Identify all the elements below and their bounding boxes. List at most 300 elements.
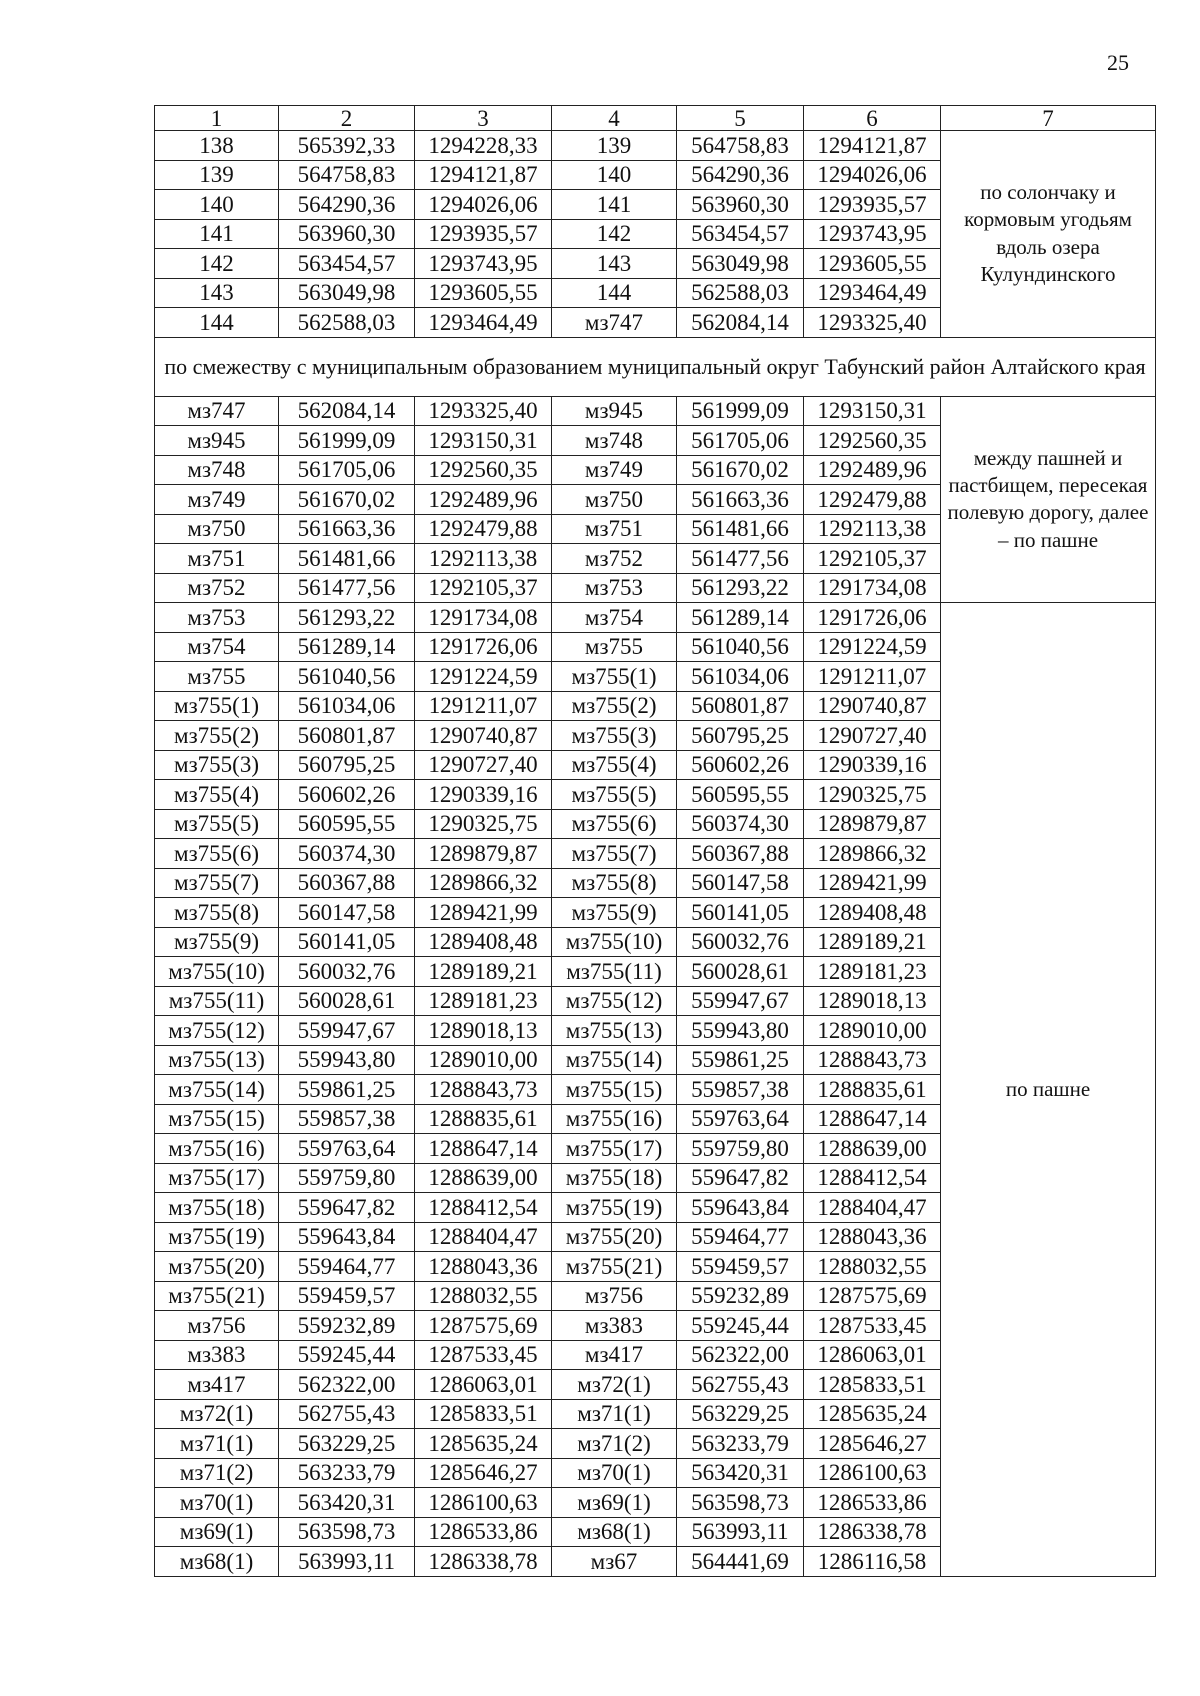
y-from-cell: 1289421,99 bbox=[415, 898, 552, 928]
y-from-cell: 1289866,32 bbox=[415, 868, 552, 898]
x-to-cell: 563049,98 bbox=[677, 249, 804, 279]
x-from-cell: 563229,25 bbox=[279, 1429, 415, 1459]
x-from-cell: 559232,89 bbox=[279, 1311, 415, 1341]
y-to-cell: 1291734,08 bbox=[804, 573, 941, 603]
y-to-cell: 1286100,63 bbox=[804, 1458, 941, 1488]
y-to-cell: 1293935,57 bbox=[804, 190, 941, 220]
x-to-cell: 563454,57 bbox=[677, 219, 804, 249]
y-to-cell: 1286063,01 bbox=[804, 1340, 941, 1370]
y-to-cell: 1285635,24 bbox=[804, 1399, 941, 1429]
x-from-cell: 563049,98 bbox=[279, 278, 415, 308]
point-from-cell: мз70(1) bbox=[155, 1488, 279, 1518]
y-from-cell: 1285635,24 bbox=[415, 1429, 552, 1459]
y-from-cell: 1290325,75 bbox=[415, 809, 552, 839]
x-to-cell: 561477,56 bbox=[677, 544, 804, 574]
point-from-cell: мз755(8) bbox=[155, 898, 279, 928]
point-from-cell: мз755(18) bbox=[155, 1193, 279, 1223]
x-to-cell: 560032,76 bbox=[677, 927, 804, 957]
y-to-cell: 1289408,48 bbox=[804, 898, 941, 928]
x-from-cell: 559947,67 bbox=[279, 1016, 415, 1046]
point-from-cell: мз751 bbox=[155, 544, 279, 574]
x-from-cell: 560147,58 bbox=[279, 898, 415, 928]
y-from-cell: 1287533,45 bbox=[415, 1340, 552, 1370]
x-to-cell: 559643,84 bbox=[677, 1193, 804, 1223]
y-from-cell: 1288639,00 bbox=[415, 1163, 552, 1193]
x-from-cell: 559857,38 bbox=[279, 1104, 415, 1134]
y-to-cell: 1286533,86 bbox=[804, 1488, 941, 1518]
point-to-cell: мз755(8) bbox=[552, 868, 677, 898]
y-to-cell: 1288043,36 bbox=[804, 1222, 941, 1252]
column-header-4: 4 bbox=[552, 106, 677, 131]
point-to-cell: 143 bbox=[552, 249, 677, 279]
x-from-cell: 564290,36 bbox=[279, 190, 415, 220]
x-from-cell: 560602,26 bbox=[279, 780, 415, 810]
point-to-cell: мз755(2) bbox=[552, 691, 677, 721]
point-from-cell: мз417 bbox=[155, 1370, 279, 1400]
x-to-cell: 563229,25 bbox=[677, 1399, 804, 1429]
point-from-cell: мз755(4) bbox=[155, 780, 279, 810]
column-header-6: 6 bbox=[804, 106, 941, 131]
x-to-cell: 561663,36 bbox=[677, 485, 804, 515]
point-to-cell: мз754 bbox=[552, 603, 677, 633]
point-from-cell: мз755(15) bbox=[155, 1104, 279, 1134]
point-to-cell: мз755(18) bbox=[552, 1163, 677, 1193]
x-to-cell: 559763,64 bbox=[677, 1104, 804, 1134]
x-from-cell: 561999,09 bbox=[279, 426, 415, 456]
point-from-cell: мз71(1) bbox=[155, 1429, 279, 1459]
point-to-cell: мз755(11) bbox=[552, 957, 677, 987]
point-from-cell: мз383 bbox=[155, 1340, 279, 1370]
table-body bbox=[155, 106, 1156, 1577]
y-from-cell: 1288843,73 bbox=[415, 1075, 552, 1105]
point-to-cell: мз755(5) bbox=[552, 780, 677, 810]
y-to-cell: 1293150,31 bbox=[804, 396, 941, 426]
y-from-cell: 1289181,23 bbox=[415, 986, 552, 1016]
point-from-cell: мз756 bbox=[155, 1311, 279, 1341]
y-to-cell: 1290740,87 bbox=[804, 691, 941, 721]
y-from-cell: 1293464,49 bbox=[415, 308, 552, 338]
point-from-cell: мз71(2) bbox=[155, 1458, 279, 1488]
point-from-cell: 143 bbox=[155, 278, 279, 308]
y-to-cell: 1292560,35 bbox=[804, 426, 941, 456]
y-from-cell: 1286063,01 bbox=[415, 1370, 552, 1400]
x-to-cell: 561705,06 bbox=[677, 426, 804, 456]
x-from-cell: 561289,14 bbox=[279, 632, 415, 662]
point-from-cell: мз755(1) bbox=[155, 691, 279, 721]
x-to-cell: 562322,00 bbox=[677, 1340, 804, 1370]
point-from-cell: мз945 bbox=[155, 426, 279, 456]
y-to-cell: 1288412,54 bbox=[804, 1163, 941, 1193]
point-to-cell: мз69(1) bbox=[552, 1488, 677, 1518]
point-to-cell: мз751 bbox=[552, 514, 677, 544]
x-to-cell: 561999,09 bbox=[677, 396, 804, 426]
x-from-cell: 561670,02 bbox=[279, 485, 415, 515]
x-to-cell: 560595,55 bbox=[677, 780, 804, 810]
point-from-cell: мз755(11) bbox=[155, 986, 279, 1016]
point-from-cell: мз755(17) bbox=[155, 1163, 279, 1193]
point-from-cell: мз747 bbox=[155, 396, 279, 426]
point-to-cell: мз747 bbox=[552, 308, 677, 338]
point-to-cell: мз755(6) bbox=[552, 809, 677, 839]
x-from-cell: 560595,55 bbox=[279, 809, 415, 839]
x-to-cell: 563420,31 bbox=[677, 1458, 804, 1488]
point-to-cell: 139 bbox=[552, 131, 677, 161]
y-to-cell: 1289421,99 bbox=[804, 868, 941, 898]
point-from-cell: мз755(10) bbox=[155, 957, 279, 987]
x-from-cell: 561040,56 bbox=[279, 662, 415, 692]
y-from-cell: 1293743,95 bbox=[415, 249, 552, 279]
y-to-cell: 1287575,69 bbox=[804, 1281, 941, 1311]
point-to-cell: мз417 bbox=[552, 1340, 677, 1370]
x-from-cell: 561481,66 bbox=[279, 544, 415, 574]
point-to-cell: мз71(1) bbox=[552, 1399, 677, 1429]
y-from-cell: 1285833,51 bbox=[415, 1399, 552, 1429]
y-to-cell: 1289879,87 bbox=[804, 809, 941, 839]
y-to-cell: 1288843,73 bbox=[804, 1045, 941, 1075]
point-to-cell: мз756 bbox=[552, 1281, 677, 1311]
point-from-cell: мз755 bbox=[155, 662, 279, 692]
y-from-cell: 1291224,59 bbox=[415, 662, 552, 692]
x-to-cell: 561289,14 bbox=[677, 603, 804, 633]
description-cell: по солончаку и кормовым угодьям вдоль озера Кулундинского bbox=[941, 131, 1156, 338]
y-to-cell: 1293464,49 bbox=[804, 278, 941, 308]
x-from-cell: 560028,61 bbox=[279, 986, 415, 1016]
y-from-cell: 1289189,21 bbox=[415, 957, 552, 987]
point-to-cell: 140 bbox=[552, 160, 677, 190]
y-from-cell: 1290740,87 bbox=[415, 721, 552, 751]
x-to-cell: 560602,26 bbox=[677, 750, 804, 780]
y-to-cell: 1286338,78 bbox=[804, 1517, 941, 1547]
column-header-1: 1 bbox=[155, 106, 279, 131]
y-from-cell: 1289879,87 bbox=[415, 839, 552, 869]
x-to-cell: 560141,05 bbox=[677, 898, 804, 928]
x-to-cell: 561481,66 bbox=[677, 514, 804, 544]
y-to-cell: 1288647,14 bbox=[804, 1104, 941, 1134]
point-to-cell: мз945 bbox=[552, 396, 677, 426]
y-from-cell: 1286533,86 bbox=[415, 1517, 552, 1547]
point-from-cell: мз755(12) bbox=[155, 1016, 279, 1046]
y-from-cell: 1290339,16 bbox=[415, 780, 552, 810]
x-to-cell: 560028,61 bbox=[677, 957, 804, 987]
point-to-cell: 141 bbox=[552, 190, 677, 220]
point-from-cell: мз755(5) bbox=[155, 809, 279, 839]
point-from-cell: мз69(1) bbox=[155, 1517, 279, 1547]
section-row bbox=[155, 337, 1156, 396]
x-from-cell: 559245,44 bbox=[279, 1340, 415, 1370]
x-from-cell: 564758,83 bbox=[279, 160, 415, 190]
point-to-cell: мз755(1) bbox=[552, 662, 677, 692]
point-to-cell: мз755(15) bbox=[552, 1075, 677, 1105]
x-to-cell: 559232,89 bbox=[677, 1281, 804, 1311]
point-to-cell: мз755(19) bbox=[552, 1193, 677, 1223]
x-from-cell: 563993,11 bbox=[279, 1547, 415, 1577]
y-to-cell: 1291726,06 bbox=[804, 603, 941, 633]
y-from-cell: 1288835,61 bbox=[415, 1104, 552, 1134]
y-to-cell: 1290325,75 bbox=[804, 780, 941, 810]
point-to-cell: мз755(13) bbox=[552, 1016, 677, 1046]
x-to-cell: 560374,30 bbox=[677, 809, 804, 839]
section-title-cell: по смежеству с муниципальным образованием муниципальный округ Табунский район Алтайского края bbox=[155, 337, 1156, 396]
y-to-cell: 1293605,55 bbox=[804, 249, 941, 279]
point-from-cell: 139 bbox=[155, 160, 279, 190]
x-from-cell: 559464,77 bbox=[279, 1252, 415, 1282]
y-to-cell: 1292479,88 bbox=[804, 485, 941, 515]
x-to-cell: 559861,25 bbox=[677, 1045, 804, 1075]
point-from-cell: мз748 bbox=[155, 455, 279, 485]
y-from-cell: 1285646,27 bbox=[415, 1458, 552, 1488]
x-to-cell: 560801,87 bbox=[677, 691, 804, 721]
y-to-cell: 1293325,40 bbox=[804, 308, 941, 338]
y-from-cell: 1292560,35 bbox=[415, 455, 552, 485]
y-to-cell: 1288835,61 bbox=[804, 1075, 941, 1105]
point-to-cell: мз755(16) bbox=[552, 1104, 677, 1134]
y-to-cell: 1287533,45 bbox=[804, 1311, 941, 1341]
point-from-cell: мз755(21) bbox=[155, 1281, 279, 1311]
table-row bbox=[155, 131, 1156, 161]
point-to-cell: мз753 bbox=[552, 573, 677, 603]
x-to-cell: 564290,36 bbox=[677, 160, 804, 190]
x-from-cell: 561477,56 bbox=[279, 573, 415, 603]
y-from-cell: 1288404,47 bbox=[415, 1222, 552, 1252]
y-from-cell: 1288032,55 bbox=[415, 1281, 552, 1311]
x-from-cell: 561705,06 bbox=[279, 455, 415, 485]
y-from-cell: 1288412,54 bbox=[415, 1193, 552, 1223]
x-to-cell: 559759,80 bbox=[677, 1134, 804, 1164]
point-from-cell: мз754 bbox=[155, 632, 279, 662]
y-from-cell: 1289010,00 bbox=[415, 1045, 552, 1075]
x-to-cell: 563993,11 bbox=[677, 1517, 804, 1547]
y-from-cell: 1291734,08 bbox=[415, 603, 552, 633]
y-from-cell: 1290727,40 bbox=[415, 750, 552, 780]
point-from-cell: мз750 bbox=[155, 514, 279, 544]
x-to-cell: 564758,83 bbox=[677, 131, 804, 161]
point-from-cell: мз755(7) bbox=[155, 868, 279, 898]
x-to-cell: 559464,77 bbox=[677, 1222, 804, 1252]
x-from-cell: 559759,80 bbox=[279, 1163, 415, 1193]
point-to-cell: мз68(1) bbox=[552, 1517, 677, 1547]
point-to-cell: мз755(7) bbox=[552, 839, 677, 869]
y-to-cell: 1294026,06 bbox=[804, 160, 941, 190]
point-to-cell: мз755(21) bbox=[552, 1252, 677, 1282]
x-from-cell: 563598,73 bbox=[279, 1517, 415, 1547]
y-to-cell: 1293743,95 bbox=[804, 219, 941, 249]
x-from-cell: 562588,03 bbox=[279, 308, 415, 338]
x-to-cell: 563598,73 bbox=[677, 1488, 804, 1518]
y-from-cell: 1287575,69 bbox=[415, 1311, 552, 1341]
point-from-cell: мз68(1) bbox=[155, 1547, 279, 1577]
y-to-cell: 1285646,27 bbox=[804, 1429, 941, 1459]
x-to-cell: 562755,43 bbox=[677, 1370, 804, 1400]
point-to-cell: мз755(9) bbox=[552, 898, 677, 928]
point-to-cell: мз755(14) bbox=[552, 1045, 677, 1075]
y-to-cell: 1289018,13 bbox=[804, 986, 941, 1016]
x-from-cell: 559459,57 bbox=[279, 1281, 415, 1311]
point-to-cell: 144 bbox=[552, 278, 677, 308]
y-to-cell: 1288639,00 bbox=[804, 1134, 941, 1164]
point-from-cell: мз752 bbox=[155, 573, 279, 603]
y-to-cell: 1292113,38 bbox=[804, 514, 941, 544]
point-from-cell: 141 bbox=[155, 219, 279, 249]
point-from-cell: мз749 bbox=[155, 485, 279, 515]
y-from-cell: 1288647,14 bbox=[415, 1134, 552, 1164]
x-from-cell: 562322,00 bbox=[279, 1370, 415, 1400]
y-to-cell: 1292105,37 bbox=[804, 544, 941, 574]
coordinates-table bbox=[154, 105, 1156, 1577]
x-from-cell: 560141,05 bbox=[279, 927, 415, 957]
point-to-cell: мз72(1) bbox=[552, 1370, 677, 1400]
point-from-cell: мз755(3) bbox=[155, 750, 279, 780]
x-to-cell: 559245,44 bbox=[677, 1311, 804, 1341]
description-cell: между пашней и пастбищем, пересекая полевую дорогу, далее – по пашне bbox=[941, 396, 1156, 603]
y-to-cell: 1291211,07 bbox=[804, 662, 941, 692]
y-from-cell: 1292489,96 bbox=[415, 485, 552, 515]
x-to-cell: 561670,02 bbox=[677, 455, 804, 485]
x-from-cell: 563233,79 bbox=[279, 1458, 415, 1488]
point-from-cell: мз755(14) bbox=[155, 1075, 279, 1105]
table-row bbox=[155, 603, 1156, 633]
x-to-cell: 563960,30 bbox=[677, 190, 804, 220]
point-to-cell: 142 bbox=[552, 219, 677, 249]
y-from-cell: 1291211,07 bbox=[415, 691, 552, 721]
x-from-cell: 560801,87 bbox=[279, 721, 415, 751]
x-to-cell: 559647,82 bbox=[677, 1163, 804, 1193]
point-from-cell: 142 bbox=[155, 249, 279, 279]
x-to-cell: 562588,03 bbox=[677, 278, 804, 308]
y-from-cell: 1293325,40 bbox=[415, 396, 552, 426]
x-from-cell: 563454,57 bbox=[279, 249, 415, 279]
y-from-cell: 1286338,78 bbox=[415, 1547, 552, 1577]
y-from-cell: 1289408,48 bbox=[415, 927, 552, 957]
x-to-cell: 562084,14 bbox=[677, 308, 804, 338]
point-to-cell: мз755(3) bbox=[552, 721, 677, 751]
point-from-cell: мз755(2) bbox=[155, 721, 279, 751]
x-to-cell: 561040,56 bbox=[677, 632, 804, 662]
point-from-cell: 138 bbox=[155, 131, 279, 161]
description-cell: по пашне bbox=[941, 603, 1156, 1577]
point-to-cell: мз67 bbox=[552, 1547, 677, 1577]
y-to-cell: 1294121,87 bbox=[804, 131, 941, 161]
y-to-cell: 1288032,55 bbox=[804, 1252, 941, 1282]
point-from-cell: мз755(16) bbox=[155, 1134, 279, 1164]
y-from-cell: 1292479,88 bbox=[415, 514, 552, 544]
y-from-cell: 1293935,57 bbox=[415, 219, 552, 249]
column-header-5: 5 bbox=[677, 106, 804, 131]
x-from-cell: 560795,25 bbox=[279, 750, 415, 780]
x-to-cell: 561293,22 bbox=[677, 573, 804, 603]
x-to-cell: 560367,88 bbox=[677, 839, 804, 869]
y-from-cell: 1292113,38 bbox=[415, 544, 552, 574]
x-to-cell: 561034,06 bbox=[677, 662, 804, 692]
x-to-cell: 559947,67 bbox=[677, 986, 804, 1016]
column-header-3: 3 bbox=[415, 106, 552, 131]
point-to-cell: мз755(4) bbox=[552, 750, 677, 780]
y-from-cell: 1291726,06 bbox=[415, 632, 552, 662]
point-from-cell: мз755(19) bbox=[155, 1222, 279, 1252]
y-from-cell: 1293150,31 bbox=[415, 426, 552, 456]
y-to-cell: 1289189,21 bbox=[804, 927, 941, 957]
y-from-cell: 1288043,36 bbox=[415, 1252, 552, 1282]
y-from-cell: 1293605,55 bbox=[415, 278, 552, 308]
point-from-cell: 144 bbox=[155, 308, 279, 338]
point-to-cell: мз750 bbox=[552, 485, 677, 515]
x-to-cell: 560795,25 bbox=[677, 721, 804, 751]
y-from-cell: 1286100,63 bbox=[415, 1488, 552, 1518]
y-to-cell: 1289181,23 bbox=[804, 957, 941, 987]
point-to-cell: мз755(17) bbox=[552, 1134, 677, 1164]
y-from-cell: 1294026,06 bbox=[415, 190, 552, 220]
y-from-cell: 1289018,13 bbox=[415, 1016, 552, 1046]
x-from-cell: 560374,30 bbox=[279, 839, 415, 869]
y-to-cell: 1290339,16 bbox=[804, 750, 941, 780]
x-from-cell: 562755,43 bbox=[279, 1399, 415, 1429]
x-from-cell: 559643,84 bbox=[279, 1222, 415, 1252]
x-from-cell: 560367,88 bbox=[279, 868, 415, 898]
x-from-cell: 563960,30 bbox=[279, 219, 415, 249]
y-to-cell: 1286116,58 bbox=[804, 1547, 941, 1577]
column-header-7: 7 bbox=[941, 106, 1156, 131]
x-from-cell: 561663,36 bbox=[279, 514, 415, 544]
point-from-cell: мз755(20) bbox=[155, 1252, 279, 1282]
y-from-cell: 1292105,37 bbox=[415, 573, 552, 603]
x-from-cell: 563420,31 bbox=[279, 1488, 415, 1518]
table-row bbox=[155, 396, 1156, 426]
point-to-cell: мз70(1) bbox=[552, 1458, 677, 1488]
column-header-2: 2 bbox=[279, 106, 415, 131]
x-from-cell: 559861,25 bbox=[279, 1075, 415, 1105]
point-to-cell: мз748 bbox=[552, 426, 677, 456]
x-to-cell: 559459,57 bbox=[677, 1252, 804, 1282]
y-to-cell: 1288404,47 bbox=[804, 1193, 941, 1223]
header-row bbox=[155, 106, 1156, 131]
point-to-cell: мз749 bbox=[552, 455, 677, 485]
point-to-cell: мз755 bbox=[552, 632, 677, 662]
point-from-cell: мз755(6) bbox=[155, 839, 279, 869]
page-number: 25 bbox=[1107, 50, 1129, 75]
x-to-cell: 560147,58 bbox=[677, 868, 804, 898]
point-from-cell: 140 bbox=[155, 190, 279, 220]
x-from-cell: 561293,22 bbox=[279, 603, 415, 633]
x-to-cell: 564441,69 bbox=[677, 1547, 804, 1577]
y-to-cell: 1285833,51 bbox=[804, 1370, 941, 1400]
x-from-cell: 562084,14 bbox=[279, 396, 415, 426]
x-to-cell: 563233,79 bbox=[677, 1429, 804, 1459]
point-to-cell: мз752 bbox=[552, 544, 677, 574]
x-from-cell: 559943,80 bbox=[279, 1045, 415, 1075]
point-from-cell: мз755(9) bbox=[155, 927, 279, 957]
point-from-cell: мз753 bbox=[155, 603, 279, 633]
y-from-cell: 1294228,33 bbox=[415, 131, 552, 161]
point-from-cell: мз72(1) bbox=[155, 1399, 279, 1429]
point-to-cell: мз755(10) bbox=[552, 927, 677, 957]
y-to-cell: 1292489,96 bbox=[804, 455, 941, 485]
point-to-cell: мз755(20) bbox=[552, 1222, 677, 1252]
y-to-cell: 1289866,32 bbox=[804, 839, 941, 869]
x-from-cell: 559763,64 bbox=[279, 1134, 415, 1164]
point-from-cell: мз755(13) bbox=[155, 1045, 279, 1075]
point-to-cell: мз383 bbox=[552, 1311, 677, 1341]
x-from-cell: 565392,33 bbox=[279, 131, 415, 161]
x-to-cell: 559857,38 bbox=[677, 1075, 804, 1105]
x-from-cell: 559647,82 bbox=[279, 1193, 415, 1223]
point-to-cell: мз71(2) bbox=[552, 1429, 677, 1459]
y-from-cell: 1294121,87 bbox=[415, 160, 552, 190]
x-from-cell: 561034,06 bbox=[279, 691, 415, 721]
x-to-cell: 559943,80 bbox=[677, 1016, 804, 1046]
point-to-cell: мз755(12) bbox=[552, 986, 677, 1016]
y-to-cell: 1291224,59 bbox=[804, 632, 941, 662]
y-to-cell: 1289010,00 bbox=[804, 1016, 941, 1046]
x-from-cell: 560032,76 bbox=[279, 957, 415, 987]
